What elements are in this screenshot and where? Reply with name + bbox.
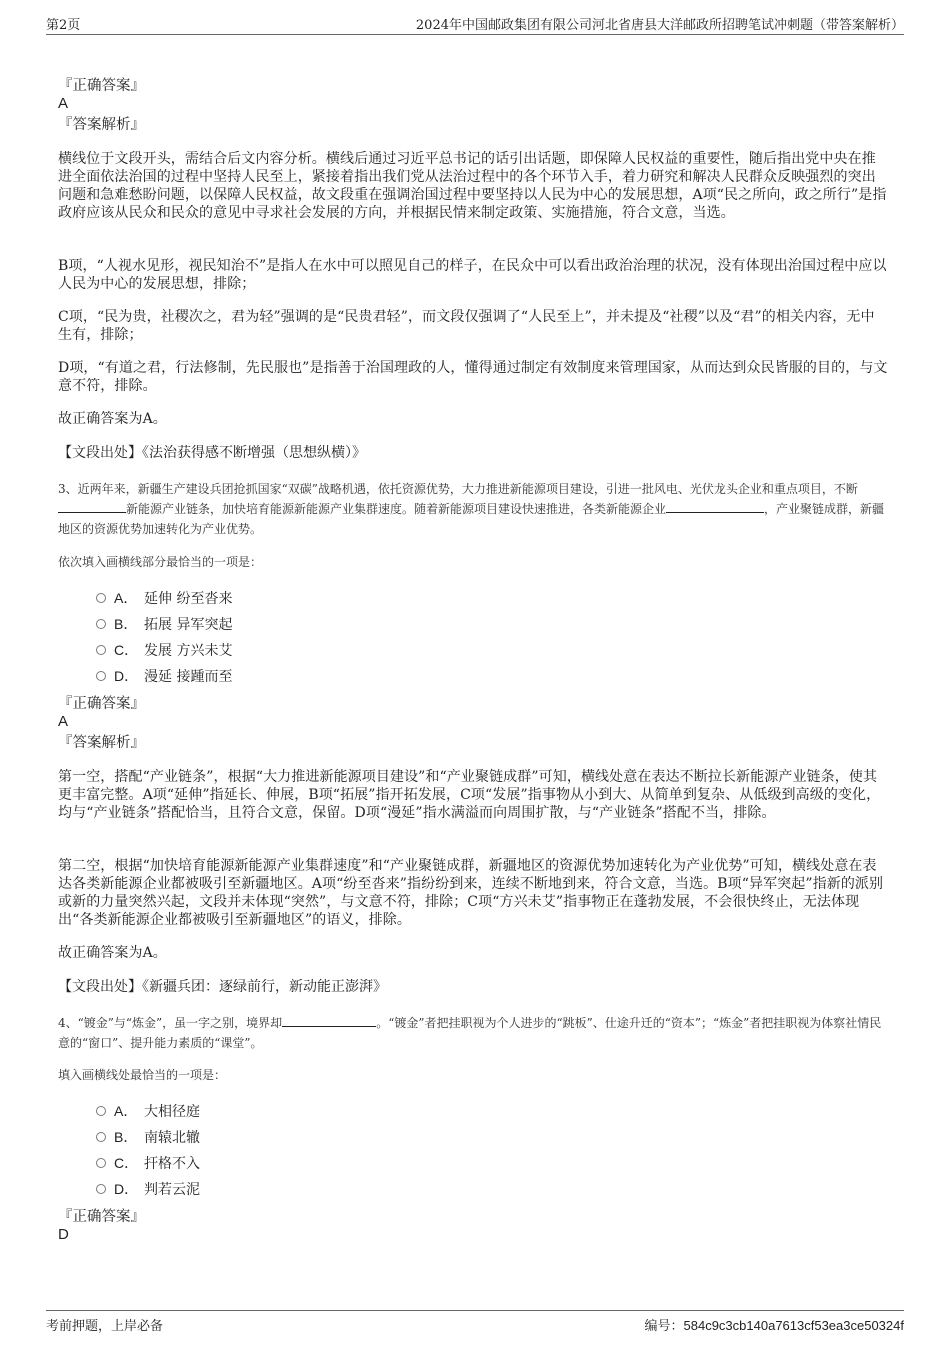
option-a[interactable]: A． 大相径庭 <box>96 1101 200 1121</box>
radio-button-icon[interactable] <box>96 645 106 655</box>
analysis-label: 『答案解析』 <box>58 735 145 751</box>
analysis-paragraph: 第一空，搭配“产业链条”，根据“大力推进新能源项目建设”和“产业聚链成群”可知，横线处意在表达不断拉长新能源产业链条，使其更丰富完整。A项“延伸”指延长、伸展，B项“拓展”指开拓发展，C项“发展”指事物从小到大、从简单到复杂、从低级到高级的变化，均与“产业链条”搭配恰当，且符合文意，保留。D项“漫延”指水满溢而向周围扩散，与“产业链条”搭配不当，排除。 <box>58 769 881 821</box>
radio-button-icon[interactable] <box>96 1132 106 1142</box>
option-c[interactable]: C． 发展 方兴未艾 <box>96 640 232 660</box>
option-d[interactable]: D． 漫延 接踵而至 <box>96 666 232 686</box>
stem-text: 3、近两年来，新疆生产建设兵团抢抓国家“双碳”战略机遇，依托资源优势，大力推进新能源项目建设，引进一批风电、光伏龙头企业和重点项目，不断 <box>58 482 858 496</box>
analysis-conclusion: 故正确答案为A。 <box>58 945 167 961</box>
fill-blank <box>666 499 764 513</box>
correct-answer-value: D <box>58 1226 69 1243</box>
analysis-paragraph: C项，“民为贵，社稷次之，君为轻”强调的是“民贵君轻”，而文段仅强调了“人民至上”，并未提及“社稷”以及“君”的相关内容，无中生有，排除； <box>58 309 875 343</box>
fill-blank <box>282 1013 376 1027</box>
page-header <box>46 12 904 35</box>
correct-answer-label: 『正确答案』 <box>58 78 145 94</box>
question-stem <box>58 479 888 539</box>
fill-blank <box>58 499 126 513</box>
stem-text: 。“镀金”者把挂职视为个人进步的“跳板”、仕途升迁的“资本”；“炼金”者把挂职视为体察社情民意的“窗口”、提升能力素质的“课堂”。 <box>58 1016 882 1050</box>
document-title: 2024年中国邮政集团有限公司河北省唐县大洋邮政所招聘笔试冲刺题（带答案解析） <box>415 18 904 33</box>
correct-answer-label: 『正确答案』 <box>58 1209 145 1225</box>
document-id-label: 编号： <box>644 1319 684 1334</box>
radio-button-icon[interactable] <box>96 1158 106 1168</box>
radio-button-icon[interactable] <box>96 619 106 629</box>
page-footer <box>46 1310 904 1335</box>
analysis-label: 『答案解析』 <box>58 117 145 133</box>
question-prompt: 依次填入画横线部分最恰当的一项是： <box>58 555 263 569</box>
stem-text: 4、“镀金”与“炼金”，虽一字之别，境界却 <box>58 1016 283 1030</box>
option-b[interactable]: B． 拓展 异军突起 <box>96 614 232 634</box>
correct-answer-label: 『正确答案』 <box>58 696 145 712</box>
stem-text: 新能源产业链条，加快培育能源新能源产业集群速度。随着新能源项目建设快速推进，各类新能源企业 <box>126 502 667 516</box>
document-id <box>645 1315 905 1334</box>
analysis-paragraph: 第二空，根据“加快培育能源新能源产业集群速度”和“产业聚链成群，新疆地区的资源优势加速转化为产业优势”可知，横线处意在表达各类新能源企业都被吸引至新疆地区。A项“纷至沓来”指纷纷到来，连续不断地到来，符合文意，当选。B项“异军突起”指新的派别或新的力量突然兴起，文段并未体现“突然”，与文意不符，排除；C项“方兴未艾”指事物正在蓬勃发展，不会很快终止，无法体现出“各类新能源企业都被吸引至新疆地区”的语义，排除。 <box>58 858 884 928</box>
correct-answer-value: A <box>58 95 69 112</box>
correct-answer-value: A <box>58 713 69 730</box>
page-number: 第2页 <box>46 18 81 33</box>
analysis-conclusion: 故正确答案为A。 <box>58 411 167 427</box>
analysis-paragraph: D项，“有道之君，行法修制，先民服也”是指善于治国理政的人，懂得通过制定有效制度来管理国家，从而达到众民皆服的目的，与文意不符，排除。 <box>58 360 888 394</box>
radio-button-icon[interactable] <box>96 593 106 603</box>
analysis-paragraph: B项，“人视水见形，视民知治不”是指人在水中可以照见自己的样子，在民众中可以看出政治治理的状况，没有体现出治国过程中应以人民为中心的发展思想，排除； <box>58 258 887 292</box>
analysis-paragraph: 横线位于文段开头，需结合后文内容分析。横线后通过习近平总书记的话引出话题，即保障人民权益的重要性，随后指出党中央在推进全面依法治国的过程中坚持人民至上，紧接着指出我们党从法治过程中的各个环节入手，着力研究和解决人民群众反映强烈的突出问题和急难愁盼问题，以保障人民权益，故文段重在强调治国过程中要坚持以人民为中心的发展思想，A项“民之所向，政之所行”是指政府应该从民众和民众的意见中寻求社会发展的方向，并根据民情来制定政策、实施措施，符合文意，当选。 <box>58 151 887 221</box>
source-note: 【文段出处】《新疆兵团：逐绿前行，新动能正澎湃》 <box>58 979 387 995</box>
radio-button-icon[interactable] <box>96 1106 106 1116</box>
option-a[interactable]: A． 延伸 纷至沓来 <box>96 588 232 608</box>
option-c[interactable]: C． 扞格不入 <box>96 1153 200 1173</box>
footer-slogan: 考前押题，上岸必备 <box>46 1319 164 1334</box>
radio-button-icon[interactable] <box>96 671 106 681</box>
radio-button-icon[interactable] <box>96 1184 106 1194</box>
option-b[interactable]: B． 南辕北辙 <box>96 1127 200 1147</box>
question-prompt: 填入画横线处最恰当的一项是： <box>58 1068 227 1082</box>
option-d[interactable]: D． 判若云泥 <box>96 1179 200 1199</box>
stem-text: ，产业聚链成群，新疆地区的资源优势加速转化为产业优势。 <box>58 502 885 536</box>
source-note: 【文段出处】《法治获得感不断增强（思想纵横）》 <box>58 445 366 461</box>
question-stem <box>58 1013 888 1053</box>
document-id-value: 584c9c3cb140a7613cf53ea3ce50324f <box>683 1318 904 1333</box>
